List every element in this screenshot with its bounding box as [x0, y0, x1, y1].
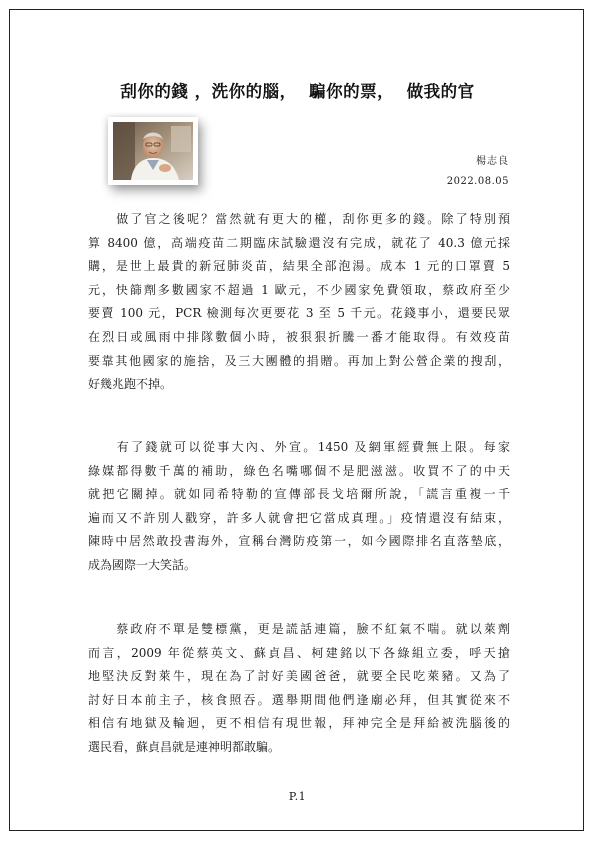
paragraph-line: 算 8400 億，高端疫苗二期臨床試驗還沒有完成，就花了 40.3 億元採	[88, 235, 510, 250]
paragraph-line: 元，快篩劑多數國家不超過 1 歐元，不少國家免費領取，蔡政府至少	[88, 282, 510, 297]
author-photo-frame	[108, 117, 198, 185]
article-title: 刮你的錢 ，洗你的腦， 騙你的票， 做我的官	[120, 82, 475, 101]
paragraph-line: 相信有地獄及輪迴，更不相信有現世報，拜神完全是拜給被洗腦後的	[88, 716, 510, 731]
paragraph-line: 選民看，蘇貞昌就是連神明都敢騙。	[88, 739, 281, 754]
paragraph-line: 而言，2009 年從蔡英文、蘇貞昌、柯建銘以下各綠組立委，呼天搶	[88, 645, 510, 660]
paragraph-3	[88, 618, 510, 760]
paragraph-line: 討好日本前主子，核食照吞。選舉期間他們逢廟必拜，但其實從來不	[88, 692, 510, 707]
paragraph-1	[88, 208, 510, 397]
paragraph-line: 在烈日或風雨中排隊數個小時，被狠狠折騰一番才能取得。有效疫苗	[88, 329, 510, 344]
paragraph-line: 成為國際一大笑話。	[88, 557, 197, 572]
paragraph-line: 地堅決反對萊牛，現在為了討好美國爸爸，就要全民吃萊豬。又為了	[88, 669, 510, 684]
paragraph-line: 有了錢就可以從事大內、外宣。1450 及網軍經費無上限。每家	[88, 440, 510, 454]
page-number: P.1	[288, 790, 307, 803]
paragraph-line: 好幾兆跑不掉。	[88, 377, 173, 392]
paragraph-line: 購，是世上最貴的新冠肺炎苗，結果全部泡湯。成本 1 元的口罩賣 5	[88, 259, 510, 274]
publish-date: 2022.08.05	[446, 176, 509, 187]
author-name: 楊志良	[476, 156, 509, 167]
paragraph-line: 做了官之後呢？當然就有更大的權，刮你更多的錢。除了特別預	[88, 212, 510, 226]
paragraph-line: 要賣 100 元，PCR 檢測每次更要花 3 至 5 千元。花錢事小，還要民眾	[88, 306, 510, 321]
paragraph-line: 要靠其他國家的施捨，及三大團體的捐贈。再加上對公營企業的搜刮，	[88, 353, 510, 368]
paragraph-line: 陳時中居然敢投書海外，宣稱台灣防疫第一，如今國際排名直落墊底，	[88, 534, 510, 549]
paragraph-line: 遍而又不許別人戳穿，許多人就會把它當成真理。」疫情還沒有結束，	[88, 510, 510, 525]
paragraph-line: 綠媒都得數千萬的補助，綠色名嘴哪個不是肥滋滋。收買不了的中天	[88, 463, 510, 478]
paragraph-line: 蔡政府不單是雙標黨，更是謊話連篇，臉不紅氣不喘。就以萊劑	[88, 622, 510, 636]
paragraph-2	[88, 436, 510, 578]
paragraph-line: 就把它關掉。就如同希特勒的宣傳部長戈培爾所說，「謊言重複一千	[88, 487, 510, 502]
author-photo	[113, 122, 193, 180]
